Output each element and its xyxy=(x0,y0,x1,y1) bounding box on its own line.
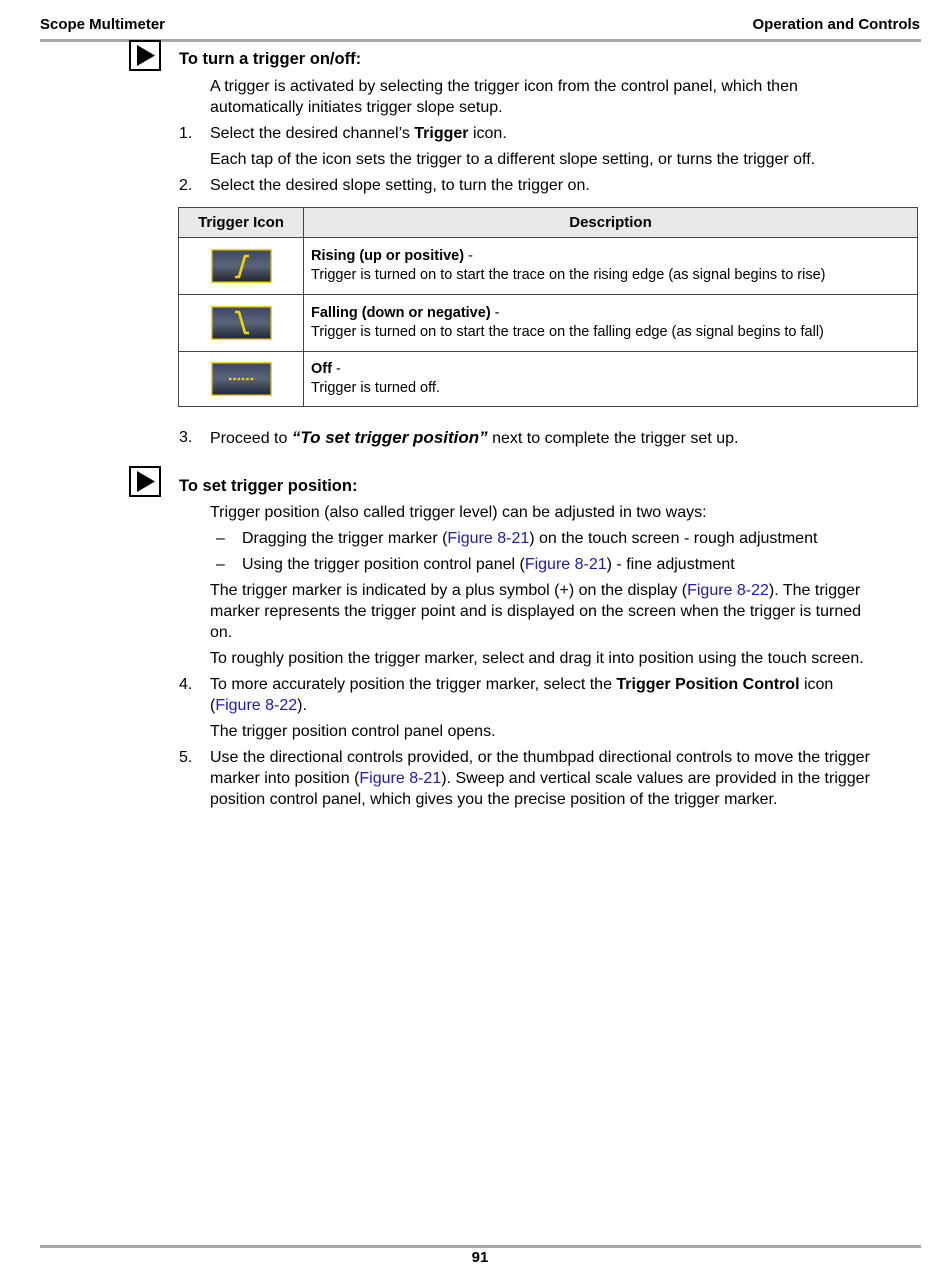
step-number: 2. xyxy=(179,177,193,194)
step-5-line-3: position control panel, which gives you the precise position of the trigger marker. xyxy=(210,791,778,808)
trigger-rising-icon xyxy=(211,249,272,283)
trigger-falling-title: Falling (down or negative) xyxy=(311,305,491,321)
trigger-position-reference[interactable]: “To set trigger position” xyxy=(291,428,488,447)
step-number: 3. xyxy=(179,429,193,446)
bullet-dash: – xyxy=(216,556,225,573)
trigger-falling-icon xyxy=(211,306,272,340)
step-4-line-1: To more accurately position the trigger marker, select the Trigger Position Control icon xyxy=(210,676,834,693)
position-intro: Trigger position (also called trigger level) can be adjusted in two ways: xyxy=(210,504,707,521)
step-1-note: Each tap of the icon sets the trigger to a different slope setting, or turns the trigger off. xyxy=(210,151,816,168)
section-heading-trigger-on-off: To turn a trigger on/off: xyxy=(179,50,362,68)
bullet-dash: – xyxy=(216,530,225,547)
page-number: 91 xyxy=(471,1249,489,1266)
step-4-note: The trigger position control panel opens. xyxy=(210,723,496,740)
table-row: Rising (up or positive) - Trigger is turned on to start the trace on the rising edge (as signal begins to rise) xyxy=(179,238,918,295)
marker-line-2: marker represents the trigger point and is displayed on the screen when the trigger is turned xyxy=(210,603,862,620)
rough-position-text: To roughly position the trigger marker, select and drag it into position using the touch screen. xyxy=(210,650,864,667)
trigger-icon-table xyxy=(178,207,918,407)
column-header-trigger-icon: Trigger Icon xyxy=(179,208,304,238)
marker-line-1: The trigger marker is indicated by a plus symbol (+) on the display (Figure 8-22). The trigger xyxy=(210,582,861,599)
figure-8-22-link[interactable]: Figure 8-22 xyxy=(687,582,769,599)
procedure-arrow-icon xyxy=(129,40,161,71)
trigger-off-title: Off xyxy=(311,361,332,377)
trigger-rising-description: Trigger is turned on to start the trace on the rising edge (as signal begins to rise) xyxy=(311,267,826,283)
bullet-drag-marker: Dragging the trigger marker (Figure 8-21) on the touch screen - rough adjustment xyxy=(242,530,818,547)
step-5-line-1: Use the directional controls provided, or the thumbpad directional controls to move the trigger xyxy=(210,749,870,766)
step-5-line-2: marker into position (Figure 8-21). Sweep and vertical scale values are provided in the trigger xyxy=(210,770,870,787)
step-2-text: Select the desired slope setting, to turn the trigger on. xyxy=(210,177,590,194)
figure-8-22-link[interactable]: Figure 8-22 xyxy=(215,697,298,714)
table-row: Falling (down or negative) - Trigger is turned on to start the trace on the falling edge (as signal begins to fall) xyxy=(179,295,918,352)
step-3-text: Proceed to “To set trigger position” next to complete the trigger set up. xyxy=(210,428,739,447)
trigger-off-icon xyxy=(211,362,272,396)
header-rule xyxy=(40,39,921,42)
column-header-description: Description xyxy=(304,208,918,238)
table-header-row xyxy=(179,208,918,238)
section-heading-trigger-position: To set trigger position: xyxy=(179,477,358,495)
footer-rule xyxy=(40,1245,921,1248)
step-4-line-2: (Figure 8-22). xyxy=(210,697,307,714)
step-number: 4. xyxy=(179,676,193,693)
header-title-left: Scope Multimeter xyxy=(40,16,166,33)
table-row: Off - Trigger is turned off. xyxy=(179,352,918,407)
figure-8-21-link[interactable]: Figure 8-21 xyxy=(447,530,530,547)
step-number: 5. xyxy=(179,749,193,766)
figure-8-21-link[interactable]: Figure 8-21 xyxy=(359,770,442,787)
figure-8-21-link[interactable]: Figure 8-21 xyxy=(524,556,607,573)
trigger-falling-description: Trigger is turned on to start the trace on the falling edge (as signal begins to fall) xyxy=(311,324,824,340)
intro-line-2: automatically initiates trigger slope setup. xyxy=(210,99,503,116)
trigger-off-description: Trigger is turned off. xyxy=(311,380,440,396)
marker-line-3: on. xyxy=(210,624,233,641)
page-header xyxy=(40,16,920,34)
header-title-right: Operation and Controls xyxy=(752,16,920,33)
bullet-control-panel: Using the trigger position control panel (Figure 8-21) - fine adjustment xyxy=(242,556,735,573)
step-1-text: Select the desired channel’s Trigger icon. xyxy=(210,125,507,142)
intro-line-1: A trigger is activated by selecting the trigger icon from the control panel, which then xyxy=(210,78,798,95)
trigger-rising-title: Rising (up or positive) xyxy=(311,248,465,264)
step-number: 1. xyxy=(179,125,193,142)
procedure-arrow-icon xyxy=(129,466,161,497)
